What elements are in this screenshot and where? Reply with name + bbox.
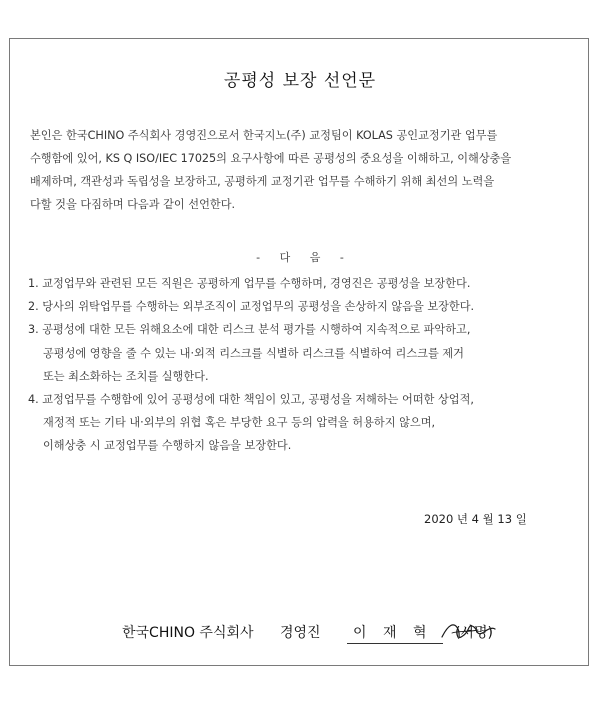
declaration-item-3-cont: 공평성에 영향을 줄 수 있는 내·외적 리스크를 식별하 리스크를 식별하여 리스크를 제거 (43, 346, 464, 360)
intro-line: 다할 것을 다짐하며 다음과 같이 선언한다. (30, 198, 236, 211)
declaration-list (28, 272, 578, 458)
intro-paragraph (30, 124, 575, 216)
signer-role: 경영진 (279, 625, 321, 641)
company-name: 한국CHINO 주식회사 (122, 625, 254, 641)
document-title: 공평성 보장 선언문 (223, 71, 377, 91)
declaration-item-4-cont: 이해상충 시 교정업무를 수행하지 않음을 보장한다. (43, 439, 292, 453)
handwritten-signature (438, 615, 498, 645)
declaration-item-2: 2. 당사의 위탁업무를 수행하는 외부조직이 교정업무의 공평성을 손상하지 않음을 보장한다. (28, 300, 475, 314)
section-heading: - 다 음 - (256, 251, 344, 264)
declaration-date: 2020 년 4 월 13 일 (424, 512, 527, 526)
declaration-item-4: 4. 교정업무를 수행함에 있어 공평성에 대한 책임이 있고, 공평성을 저해하는 어떠한 상업적, (28, 393, 474, 407)
signature-label: (서명) (454, 625, 493, 641)
declaration-item-3: 3. 공평성에 대한 모든 위해요소에 대한 리스크 분석 평가를 시행하여 지속적으로 파악하고, (28, 323, 471, 337)
declaration-item-4-cont: 재정적 또는 기타 내·외부의 위협 혹은 부당한 요구 등의 압력을 허용하지 않으며, (43, 416, 436, 430)
declaration-item-1: 1. 교정업무와 관련된 모든 직원은 공평하게 업무를 수행하며, 경영진은 공평성을 보장한다. (28, 277, 471, 290)
intro-line: 배제하며, 객관성과 독립성을 보장하고, 공평하게 교정기관 업무를 수해하기 위해 최선의 노력을 (30, 175, 495, 188)
intro-line: 본인은 한국CHINO 주식회사 경영진으로서 한국지노(주) 교정팀이 KOLAS 공인교정기관 업무를 (30, 129, 498, 142)
declaration-item-3-cont: 또는 최소화하는 조치를 실행한다. (43, 369, 209, 383)
signer-name: 이 재 혁 (347, 622, 442, 644)
intro-line: 수행함에 있어, KS Q ISO/IEC 17025의 요구사항에 따른 공평성의 중요성을 이해하고, 이해상충을 (30, 152, 512, 165)
